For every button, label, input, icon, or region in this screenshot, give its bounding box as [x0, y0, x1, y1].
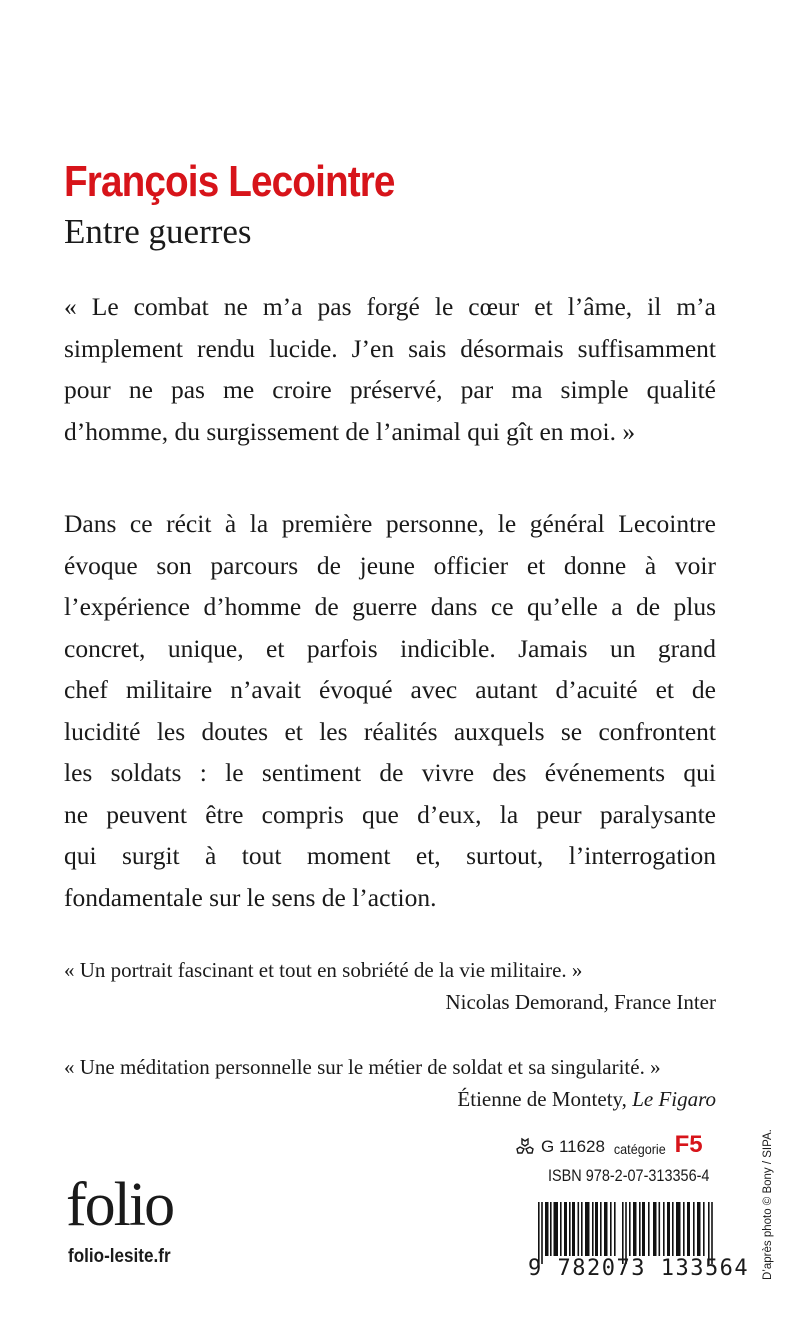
epigraph-line: « Le combat ne m’a pas forgé le cœur et l’âme, il m’a	[64, 292, 716, 321]
isbn: ISBN 978-2-07-313356-4	[548, 1166, 710, 1185]
epigraph-line: simplement rendu lucide. J’en sais désormais suffisamment	[64, 333, 716, 363]
review-2	[64, 1052, 716, 1116]
summary-line: Dans ce récit à la première personne, le général Lecointre	[64, 509, 716, 538]
epigraph	[64, 286, 716, 452]
publisher-website: folio-lesite.fr	[68, 1246, 171, 1267]
review-source	[64, 1082, 716, 1116]
epigraph-line: pour ne pas me croire préservé, par ma simple qualité	[64, 375, 716, 404]
folio-logo: folio	[66, 1171, 174, 1239]
barcode-number: 9 782073 133564	[528, 1256, 750, 1281]
review-source-name: Nicolas Demorand, France Inter	[445, 990, 716, 1014]
summary-line: lucidité les doutes et les réalités auxquels se confrontent	[64, 716, 716, 746]
summary-line: les soldats : le sentiment de vivre des événements qui	[64, 758, 716, 787]
summary	[64, 503, 716, 918]
review-quote: « Une méditation personnelle sur le métier de soldat et sa singularité. »	[64, 1055, 661, 1079]
catalog-code	[515, 1133, 703, 1157]
category-code: F5	[674, 1131, 703, 1158]
barcode	[538, 1202, 713, 1264]
category-label: catégorie	[613, 1141, 666, 1157]
review-quote: « Un portrait fascinant et tout en sobriété de la vie militaire. »	[64, 958, 583, 982]
summary-line: évoque son parcours de jeune officier et donne à voir	[64, 550, 716, 580]
book-recycle-icon	[515, 1137, 535, 1157]
summary-line: ne peuvent être compris que d’eux, la peur paralysante	[64, 799, 716, 829]
review-source-name: Étienne de Montety,	[457, 1087, 633, 1111]
author-name: François Lecointre	[64, 157, 395, 206]
summary-line: qui surgit à tout moment et, surtout, l’interrogation	[64, 841, 716, 870]
photo-credit: D’après photo © Bony / SIPA.	[762, 1129, 774, 1280]
book-title: Entre guerres	[64, 212, 252, 251]
summary-line: l’expérience d’homme de guerre dans ce qu’elle a de plus	[64, 592, 716, 621]
catalog-number: G 11628	[541, 1137, 605, 1156]
summary-line: chef militaire n’avait évoqué avec autant d’acuité et de	[64, 675, 716, 704]
epigraph-line: d’homme, du surgissement de l’animal qui gît en moi. »	[64, 416, 636, 446]
review-source	[64, 985, 716, 1019]
summary-line: concret, unique, et parfois indicible. Jamais un grand	[64, 633, 716, 663]
review-1	[64, 955, 716, 1019]
review-source-publication: Le Figaro	[632, 1087, 716, 1111]
summary-line: fondamentale sur le sens de l’action.	[64, 882, 437, 912]
